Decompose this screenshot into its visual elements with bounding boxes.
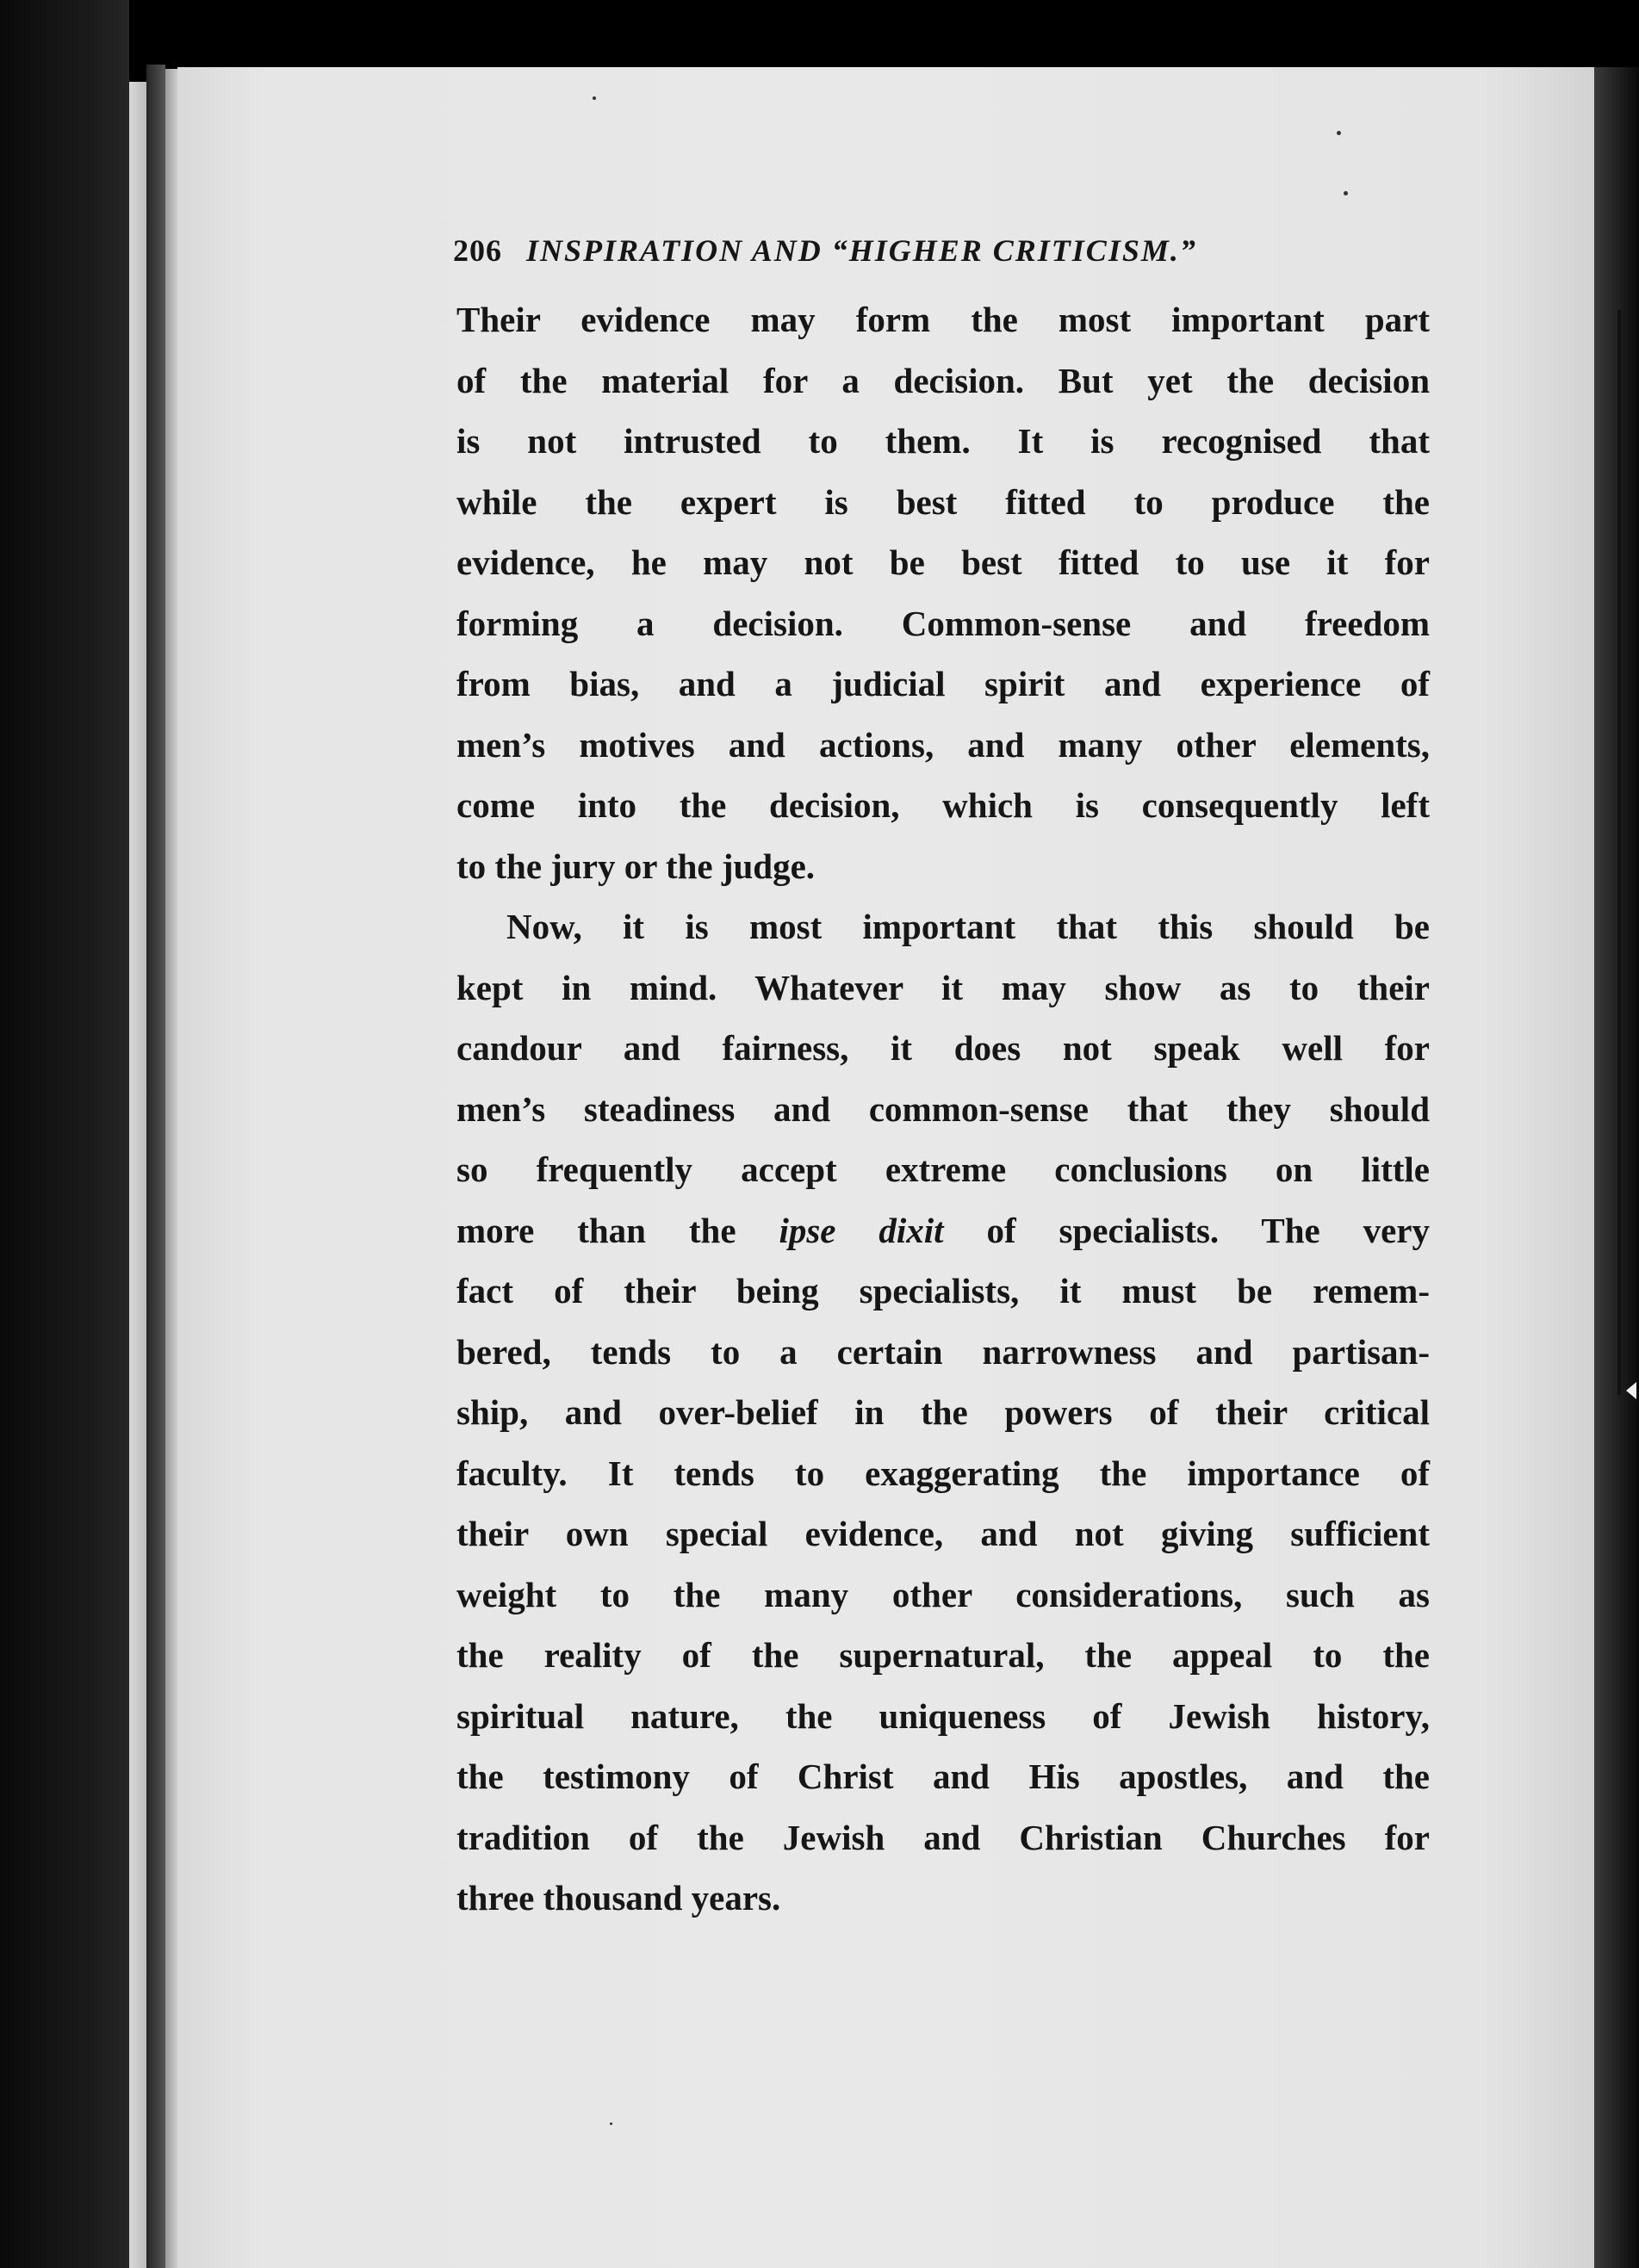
text-line: the testimony of Christ and His apostles, and the	[456, 1757, 1430, 1796]
dust-speck	[1344, 191, 1348, 195]
text-line: ship, and over-belief in the powers of their critical	[456, 1392, 1430, 1432]
text-line: Now, it is most important that this should be	[506, 907, 1430, 946]
text-line: bered, tends to a certain narrowness and partisan-	[456, 1331, 1430, 1372]
text-line: three thousand years.	[456, 1878, 781, 1918]
text-line: their own special evidence, and not giving sufficient	[456, 1514, 1430, 1553]
text-line: from bias, and a judicial spirit and experience of	[456, 664, 1430, 703]
text-line-mixed	[456, 1200, 1430, 1261]
text-line: is not intrusted to them. It is recognised that	[456, 421, 1430, 461]
text-line: tradition of the Jewish and Christian Churches for	[456, 1817, 1430, 1857]
text-line: evidence, he may not be best fitted to use it for	[456, 542, 1430, 582]
paragraph-2	[456, 896, 1430, 1929]
text-line: faculty. It tends to exaggerating the importance of	[456, 1453, 1430, 1493]
page-edge-stripe	[165, 69, 177, 2268]
text-line: while the expert is best fitted to produce the	[456, 481, 1430, 522]
text-line: men’s steadiness and common-sense that they should	[456, 1088, 1430, 1129]
gutter-rule	[1617, 310, 1621, 1395]
text-line: weight to the many other considerations, such as	[456, 1574, 1430, 1614]
dust-speck	[593, 96, 596, 100]
paragraph-1	[456, 289, 1430, 896]
text-line: so frequently accept extreme conclusions on little	[456, 1149, 1430, 1189]
text-line: spiritual nature, the uniqueness of Jewish history,	[456, 1695, 1430, 1736]
text-line: fact of their being specialists, it must be remem-	[456, 1271, 1430, 1311]
running-head-title: INSPIRATION AND “HIGHER CRITICISM.”	[526, 233, 1197, 268]
text-line: forming a decision. Common-sense and freedom	[456, 603, 1430, 643]
text-line: to the jury or the judge.	[456, 846, 816, 886]
text-fragment: of specialists. The very	[943, 1210, 1430, 1250]
page-edge-stripe	[146, 65, 165, 2268]
text-fragment: more than the	[456, 1210, 779, 1250]
film-edge	[0, 0, 129, 2268]
text-line: men’s motives and actions, and many other elements,	[456, 724, 1430, 765]
paper-right-shadow	[1594, 67, 1639, 2268]
page-edge-stripe	[129, 82, 146, 2268]
dust-speck	[610, 2122, 612, 2125]
page-notch-marker	[1626, 1382, 1636, 1399]
page-text	[453, 232, 1430, 1929]
text-line: Their evidence may form the most important part	[456, 300, 1430, 339]
text-line: kept in mind. Whatever it may show as to their	[456, 967, 1430, 1007]
text-line: candour and fairness, it does not speak well for	[456, 1028, 1430, 1068]
page-number: 206	[453, 233, 502, 268]
italic-phrase: ipse dixit	[779, 1210, 944, 1250]
running-head	[453, 232, 1430, 284]
text-line: the reality of the supernatural, the appeal to the	[456, 1635, 1430, 1675]
text-line: come into the decision, which is consequently left	[456, 785, 1430, 825]
dust-speck	[1337, 131, 1341, 135]
text-line: of the material for a decision. But yet the decision	[456, 360, 1430, 400]
